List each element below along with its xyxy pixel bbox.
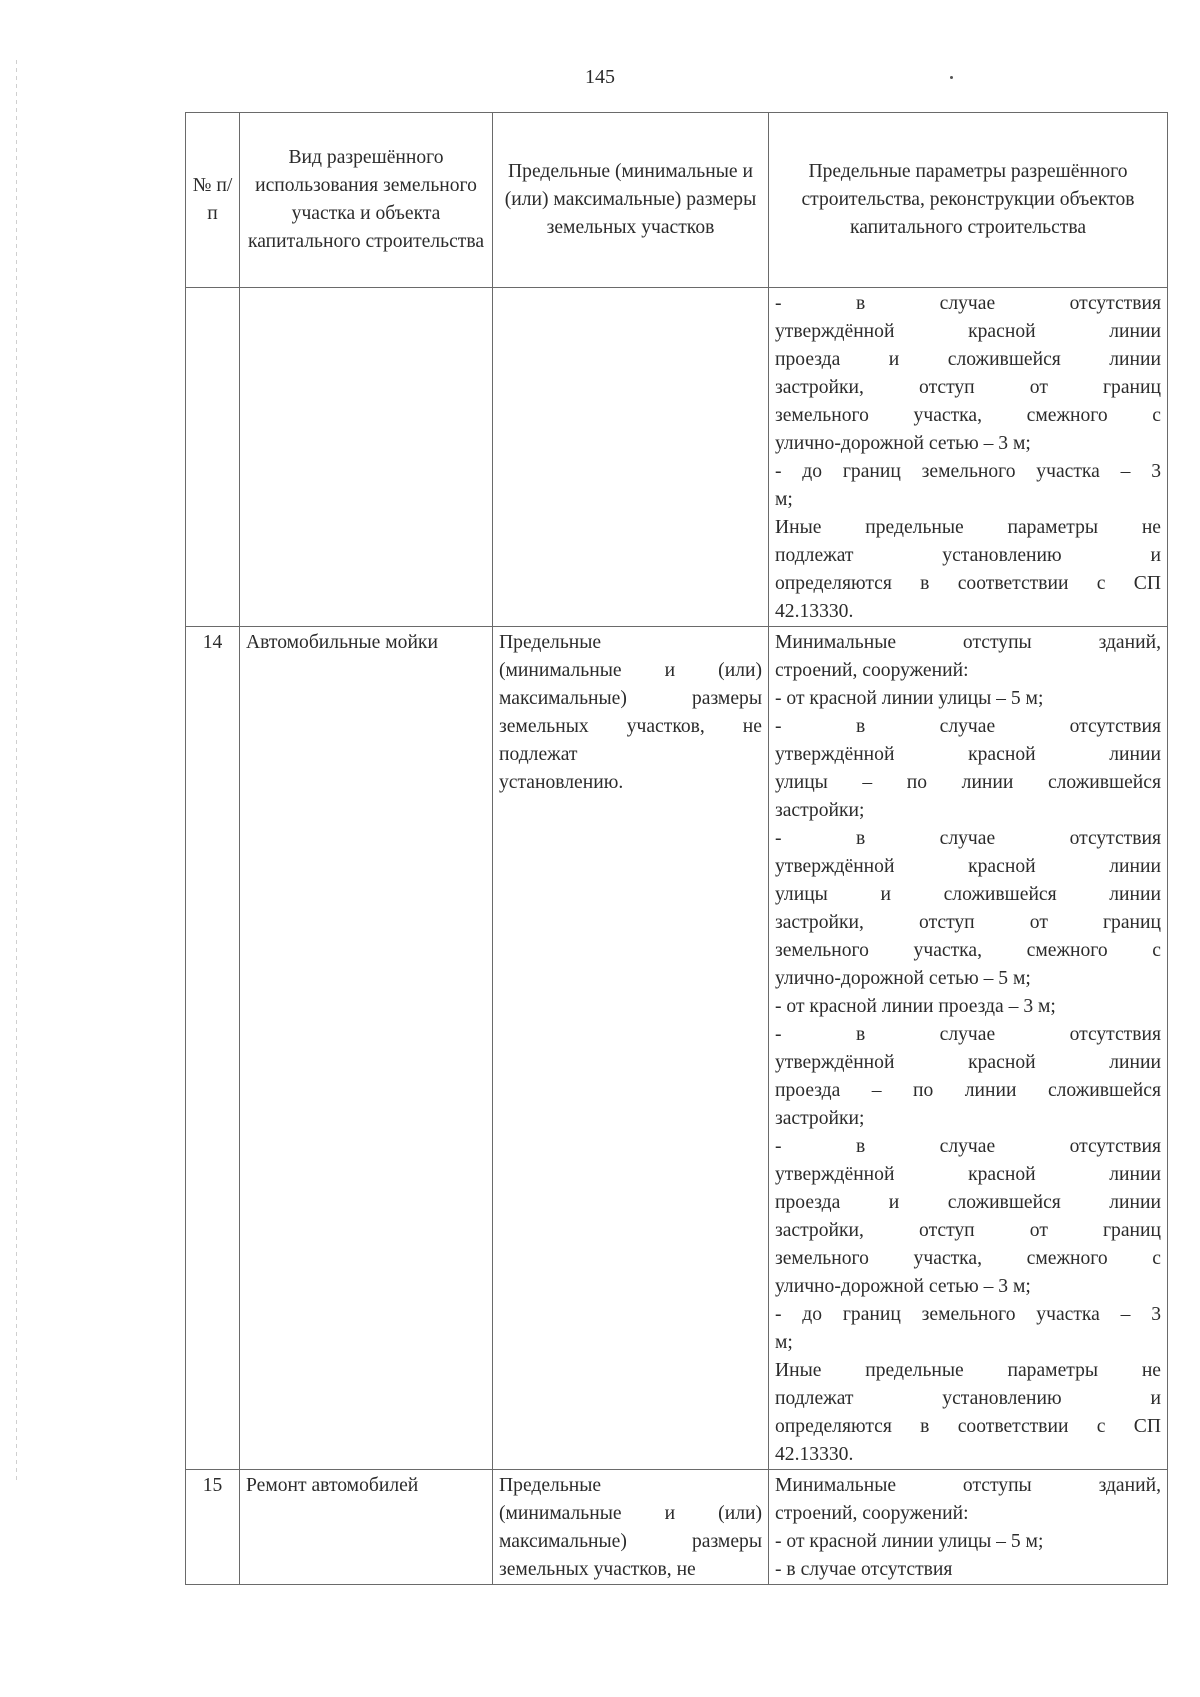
text-line: Иные предельные параметры не <box>775 1360 1161 1381</box>
text-line: земельных участков, не <box>499 1559 696 1580</box>
params-text <box>775 1472 1161 1584</box>
text-line: подлежат <box>499 744 578 765</box>
text-line: улично-дорожной сетью – 5 м; <box>775 968 1031 989</box>
text-line: улицы – по линии сложившейся <box>775 772 1161 793</box>
text-line: проезда и сложившейся линии <box>775 349 1161 370</box>
sizes-text <box>499 1472 762 1584</box>
text-line: - в случае отсутствия <box>775 1559 953 1580</box>
params-text <box>775 629 1161 1469</box>
scan-margin-line <box>16 60 17 1480</box>
text-line: улично-дорожной сетью – 3 м; <box>775 433 1031 454</box>
text-line: - в случае отсутствия <box>775 1136 1161 1157</box>
text-line: - в случае отсутствия <box>775 293 1161 314</box>
text-line: улично-дорожной сетью – 3 м; <box>775 1276 1031 1297</box>
text-line: утверждённой красной линии <box>775 1164 1161 1185</box>
text-line: земельного участка, смежного с <box>775 405 1161 426</box>
cell-num: 15 <box>186 1470 240 1585</box>
text-line: застройки, отступ от границ <box>775 1220 1161 1241</box>
header-num: № п/п <box>186 113 240 288</box>
cell-params <box>769 627 1168 1470</box>
text-line: определяются в соответствии с СП <box>775 1416 1161 1437</box>
params-text <box>775 290 1161 626</box>
text-line: - в случае отсутствия <box>775 1024 1161 1045</box>
table-row-15 <box>186 1470 1168 1585</box>
text-line: проезда – по линии сложившейся <box>775 1080 1161 1101</box>
cell-kind: Автомобильные мойки <box>240 627 493 1470</box>
header-params: Предельные параметры разрешённого строительства, реконструкции объектов капитального строительства <box>769 113 1168 288</box>
text-line: м; <box>775 1332 793 1353</box>
text-line: Предельные <box>499 1475 602 1496</box>
text-line: 42.13330. <box>775 1444 854 1465</box>
cell-sizes <box>493 627 769 1470</box>
text-line: земельных участков, не <box>499 716 762 737</box>
text-line: Иные предельные параметры не <box>775 517 1161 538</box>
header-sizes: Предельные (минимальные и (или) максимальные) размеры земельных участков <box>493 113 769 288</box>
text-line: - в случае отсутствия <box>775 828 1161 849</box>
text-line: - от красной линии улицы – 5 м; <box>775 688 1044 709</box>
page-number: 145 <box>585 66 615 88</box>
text-line: застройки; <box>775 800 865 821</box>
text-line: (минимальные и (или) <box>499 1503 762 1524</box>
text-line: установлению. <box>499 772 624 793</box>
land-use-table <box>185 112 1168 1585</box>
text-line: - до границ земельного участка – 3 <box>775 461 1161 482</box>
text-line: - от красной линии улицы – 5 м; <box>775 1531 1044 1552</box>
text-line: - в случае отсутствия <box>775 716 1161 737</box>
scan-speck <box>950 76 953 79</box>
header-kind: Вид разрешённого использования земельного участка и объекта капитального строительства <box>240 113 493 288</box>
text-line: застройки; <box>775 1108 865 1129</box>
text-line: утверждённой красной линии <box>775 1052 1161 1073</box>
cell-kind <box>240 288 493 627</box>
text-line: утверждённой красной линии <box>775 321 1161 342</box>
table-row-14 <box>186 627 1168 1470</box>
text-line: - до границ земельного участка – 3 <box>775 1304 1161 1325</box>
cell-sizes <box>493 1470 769 1585</box>
cell-sizes <box>493 288 769 627</box>
text-line: строений, сооружений: <box>775 1503 969 1524</box>
text-line: 42.13330. <box>775 601 854 622</box>
text-line: застройки, отступ от границ <box>775 912 1161 933</box>
sizes-text <box>499 629 762 797</box>
text-line: проезда и сложившейся линии <box>775 1192 1161 1213</box>
cell-num <box>186 288 240 627</box>
text-line: - от красной линии проезда – 3 м; <box>775 996 1056 1017</box>
text-line: застройки, отступ от границ <box>775 377 1161 398</box>
text-line: определяются в соответствии с СП <box>775 573 1161 594</box>
text-line: максимальные) размеры <box>499 688 762 709</box>
text-line: Минимальные отступы зданий, <box>775 632 1161 653</box>
text-line: утверждённой красной линии <box>775 856 1161 877</box>
text-line: утверждённой красной линии <box>775 744 1161 765</box>
text-line: улицы и сложившейся линии <box>775 884 1161 905</box>
text-line: строений, сооружений: <box>775 660 969 681</box>
text-line: подлежат установлению и <box>775 545 1161 566</box>
text-line: Предельные <box>499 632 602 653</box>
cell-kind: Ремонт автомобилей <box>240 1470 493 1585</box>
text-line: м; <box>775 489 793 510</box>
cell-num: 14 <box>186 627 240 1470</box>
cell-params <box>769 1470 1168 1585</box>
text-line: Минимальные отступы зданий, <box>775 1475 1161 1496</box>
text-line: (минимальные и (или) <box>499 660 762 681</box>
text-line: земельного участка, смежного с <box>775 1248 1161 1269</box>
table-header-row <box>186 113 1168 288</box>
text-line: подлежат установлению и <box>775 1388 1161 1409</box>
text-line: максимальные) размеры <box>499 1531 762 1552</box>
text-line: земельного участка, смежного с <box>775 940 1161 961</box>
cell-params <box>769 288 1168 627</box>
table-row-continuation <box>186 288 1168 627</box>
